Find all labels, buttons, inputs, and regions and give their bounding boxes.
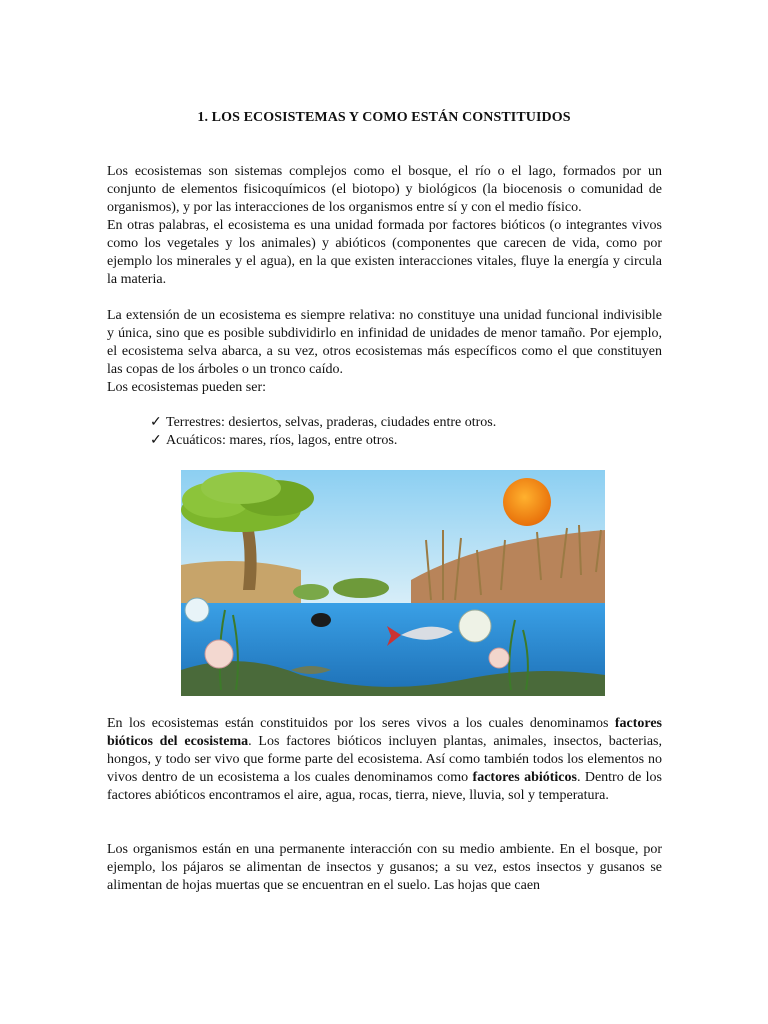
bush bbox=[333, 578, 389, 598]
paragraph-5-text: . Dentro de los factores abióticos encontramos el aire, agua, rocas, tierra, nieve, lluvia, sol y temperatura. bbox=[107, 770, 662, 803]
paragraph-5-text: . Los factores bióticos incluyen plantas, animales, insectos, bacterias, hongos, y todo ser vivo que forme parte del ecosistema. Así como también todos los elementos no vivos dentro de un ecosistema a los cuales denominamos como bbox=[107, 734, 663, 785]
sun-icon bbox=[503, 478, 551, 526]
paragraph-6: Los organismos están en una permanente interacción con su medio ambiente. En el bosque, por ejemplo, los pájaros se alimentan de insectos y gusanos; a su vez, estos insectos y gusanos se alimentan de hojas muertas que se encuentran en el suelo. Las hojas que caen bbox=[107, 842, 662, 893]
plankton-bubble bbox=[185, 598, 209, 622]
paragraph-5-text: En los ecosistemas están constituidos por los seres vivos a los cuales denominamos bbox=[107, 716, 615, 731]
plankton-bubble bbox=[205, 640, 233, 668]
checkmark-icon: ✓ bbox=[150, 433, 162, 448]
ecosystem-illustration bbox=[181, 470, 605, 696]
water-beetle-icon bbox=[311, 613, 331, 627]
section-heading: 1. LOS ECOSISTEMAS Y COMO ESTÁN CONSTITUIDOS bbox=[197, 110, 571, 125]
list-item bbox=[150, 414, 496, 432]
abiotic-factors-term: factores abióticos bbox=[472, 770, 577, 785]
biotic-factors-term: factores bióticos del ecosistema bbox=[107, 716, 662, 749]
checkmark-icon: ✓ bbox=[150, 415, 162, 430]
plankton-bubble bbox=[459, 610, 491, 642]
paragraph-5 bbox=[107, 715, 662, 805]
plankton-bubble bbox=[489, 648, 509, 668]
paragraph-4: Los ecosistemas pueden ser: bbox=[107, 380, 267, 395]
list-item bbox=[150, 432, 496, 450]
paragraph-3: La extensión de un ecosistema es siempre relativa: no constituye una unidad funcional indivisible y única, sino que es posible subdividirlo en infinidad de unidades de menor tamaño. Por ejemplo, el ecosistema selva abarca, a su vez, otros ecosistemas más específicos como el que constituyen las copas de los árboles o un tronco caído. bbox=[107, 308, 662, 377]
paragraph-1: Los ecosistemas son sistemas complejos como el bosque, el río o el lago, formados por un conjunto de elementos fisicoquímicos (el biotopo) y biológicos (la biocenosis o comunidad de organismos), y por las interacciones de los organismos entre sí y con el medio físico. bbox=[107, 164, 662, 215]
paragraph-2: En otras palabras, el ecosistema es una unidad formada por factores bióticos (o integrantes vivos como los vegetales y los animales) y abióticos (componentes que carecen de vida, como por ejemplo los minerales y el agua), en la que existen interacciones vitales, fluye la energía y circula la materia. bbox=[107, 218, 662, 287]
ecosystem-types-list bbox=[150, 414, 496, 450]
list-item-text: Terrestres: desiertos, selvas, praderas, ciudades entre otros. bbox=[166, 415, 497, 430]
list-item-text: Acuáticos: mares, ríos, lagos, entre otros. bbox=[166, 433, 398, 448]
bush bbox=[293, 584, 329, 600]
